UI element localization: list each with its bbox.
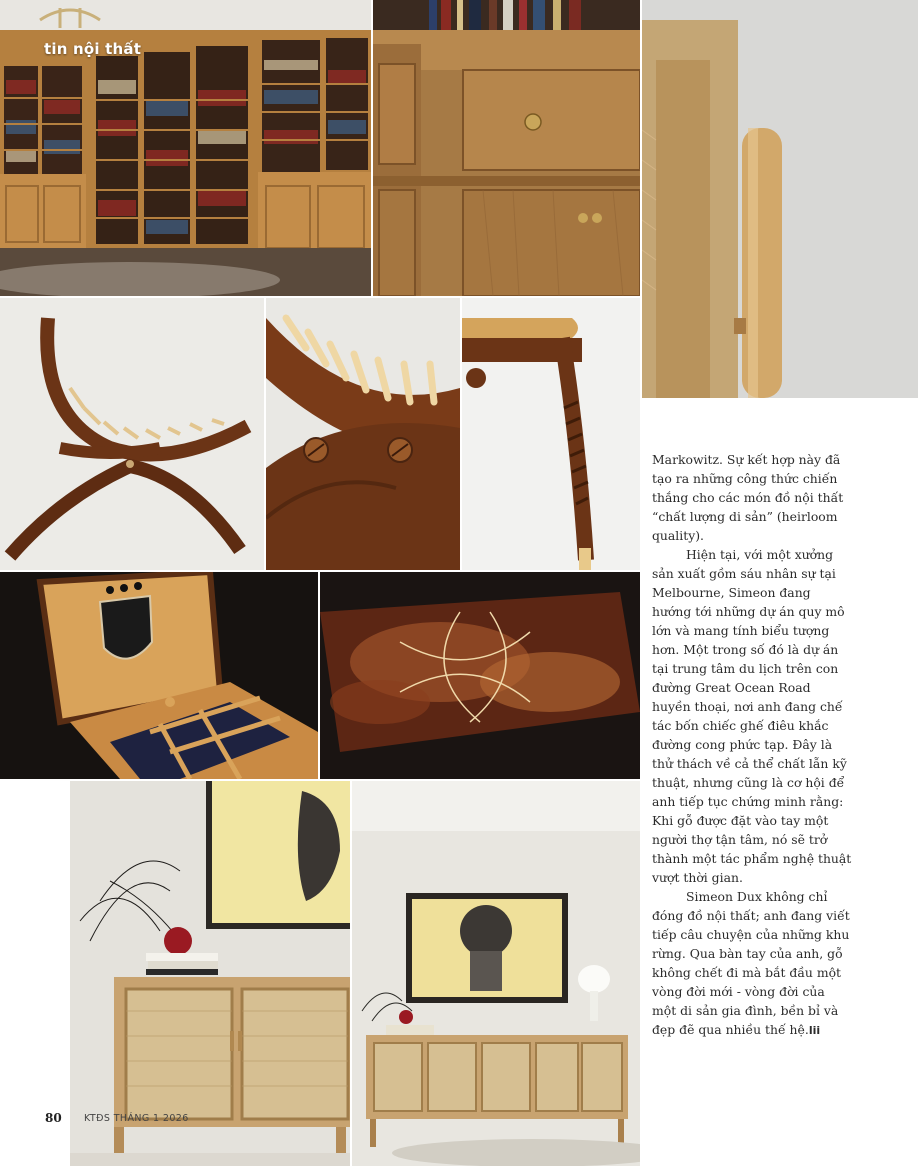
photo-keepsake-box bbox=[0, 572, 318, 779]
photo-rattan-cabinet bbox=[70, 781, 350, 1166]
end-mark: lii bbox=[808, 1024, 821, 1037]
photo-carved-table-leg bbox=[462, 298, 640, 570]
section-label: tin nội thất bbox=[44, 40, 142, 58]
paragraph-2: Hiện tại, với một xưởng sản xuất gồm sáu nhân sự tại Melbourne, Simeon đang hướng tới những dự án quy mô lớn và mang tính biểu tượng hơn. Một trong số đó là dự án tại trung tâm du lịch trên con đường Great Ocean Road huyền thoại, nơi anh đang chế tác bốn chiếc ghế điêu khắc đường cong phức tạp. Đây là thử thách về cả thể chất lẫn kỹ thuật, nhưng cũng là cơ hội để anh tiếp tục chứng minh rằng: Khi gỗ được đặt vào tay một người thợ tận tâm, nó sẽ trở thành một tác phẩm nghệ thuật vượt thời gian. bbox=[652, 547, 852, 885]
photo-sideboard-portrait bbox=[352, 781, 640, 1166]
paragraph-1: Markowitz. Sự kết hợp này đã tạo ra những công thức chiến thắng cho các món đồ nội thất “chất lượng di sản” (heirloom quality). bbox=[652, 452, 844, 543]
photo-cabinet-drawer bbox=[373, 0, 640, 296]
footer-publication: KTĐS THÁNG 1 2026 bbox=[84, 1113, 189, 1124]
photo-walnut-chair bbox=[0, 298, 264, 570]
page-number: 80 bbox=[45, 1111, 62, 1125]
photo-cane-panel-leg bbox=[642, 0, 918, 398]
paragraph-3 bbox=[652, 887, 852, 1040]
article-text bbox=[652, 450, 852, 1040]
paragraph-3-text: Simeon Dux không chỉ đóng đồ nội thất; anh đang viết tiếp câu chuyện của những khu rừng. Qua bàn tay của anh, gỗ không chết đi mà bắt đầu một vòng đời mới - vòng đời của một di sản gia đình, bền bỉ và đẹp đẽ qua nhiều thế hệ. bbox=[652, 889, 850, 1037]
photo-chair-joinery bbox=[266, 298, 460, 570]
photo-burl-inlay bbox=[320, 572, 640, 779]
